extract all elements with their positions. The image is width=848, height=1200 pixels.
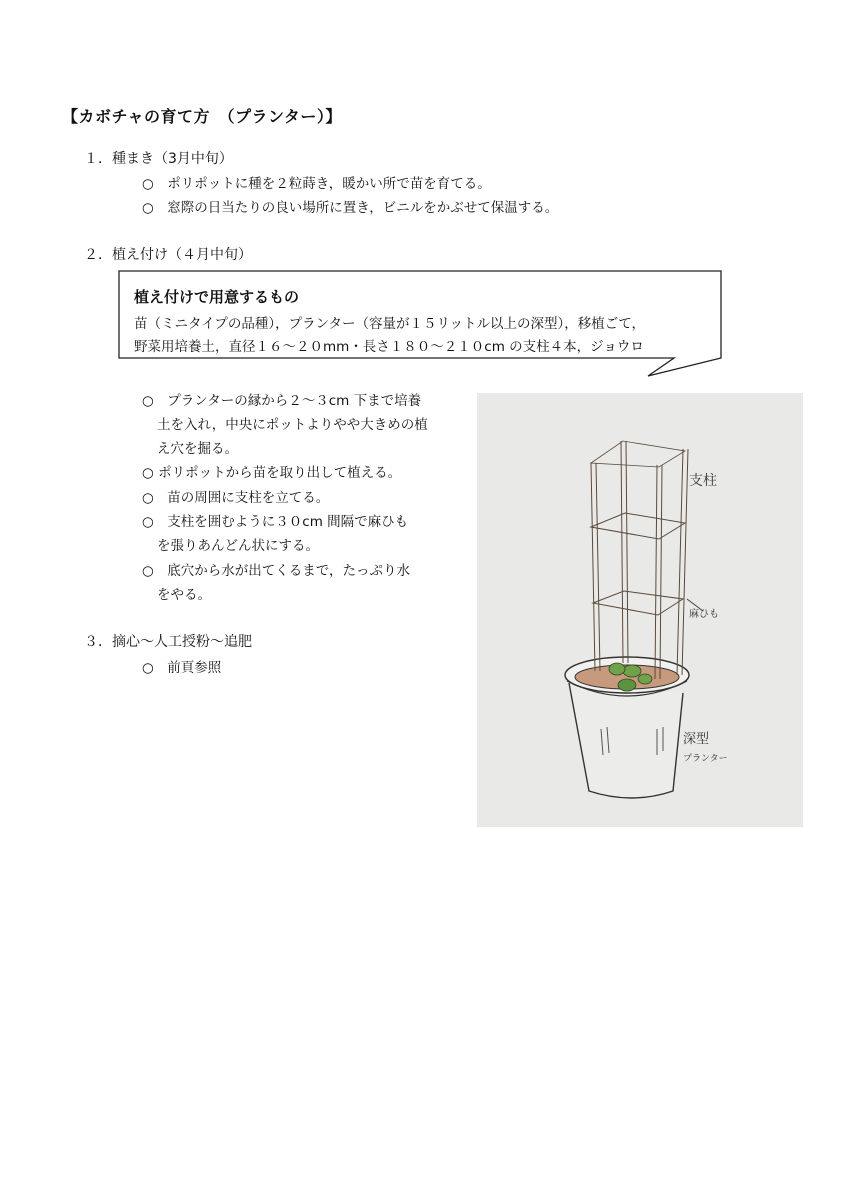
list-item: ○ 窓際の日当たりの良い場所に置き，ビニルをかぶせて保温する。	[142, 200, 559, 216]
section-heading-planting: ２．植え付け（４月中旬）	[84, 247, 252, 263]
label-pot-deep: 深型	[683, 732, 710, 747]
label-pole: 支柱	[689, 473, 717, 489]
page-title: 【カボチャの育て方 （プランター）】	[62, 107, 342, 126]
callout-line: 野菜用培養土，直径１６～２０mm・長さ１８０～２１０cm の支柱４本，ジョウロ	[134, 339, 644, 355]
list-item: ○ ポリポットに種を２粒蒔き，暖かい所で苗を育てる。	[142, 176, 491, 192]
section-heading-sowing: １．種まき（3月中旬）	[84, 151, 233, 167]
list-item: ○ ポリポットから苗を取り出して植える。	[142, 465, 402, 481]
planter-illustration	[477, 393, 803, 827]
callout-line: 苗（ミニタイプの品種），プランター（容量が１５リットル以上の深型），移植ごて，	[134, 316, 645, 332]
callout-heading: 植え付けで用意するもの	[134, 288, 300, 306]
list-item: ○ 底穴から水が出てくるまで，たっぷり水	[142, 563, 411, 579]
section-heading-pinching: ３．摘心～人工授粉～追肥	[84, 634, 252, 650]
supplies-callout	[118, 270, 722, 374]
planter-drawing	[477, 393, 803, 827]
list-item-continued: え穴を掘る。	[157, 441, 238, 457]
list-item-continued: を張りあんどん状にする。	[157, 538, 319, 554]
list-item: ○ 前頁参照	[142, 660, 222, 676]
label-string: 麻ひも	[689, 609, 719, 620]
list-item: ○ 支柱を囲むように３０cm 間隔で麻ひも	[142, 514, 409, 530]
list-item-continued: 土を入れ，中央にポットよりやや大きめの植	[157, 417, 428, 433]
list-item: ○ 苗の周囲に支柱を立てる。	[142, 490, 330, 506]
label-pot-planter: プランター	[683, 754, 728, 764]
list-item-continued: をやる。	[157, 587, 211, 603]
list-item: ○ プランターの縁から２～３cm 下まで培養	[142, 393, 422, 409]
